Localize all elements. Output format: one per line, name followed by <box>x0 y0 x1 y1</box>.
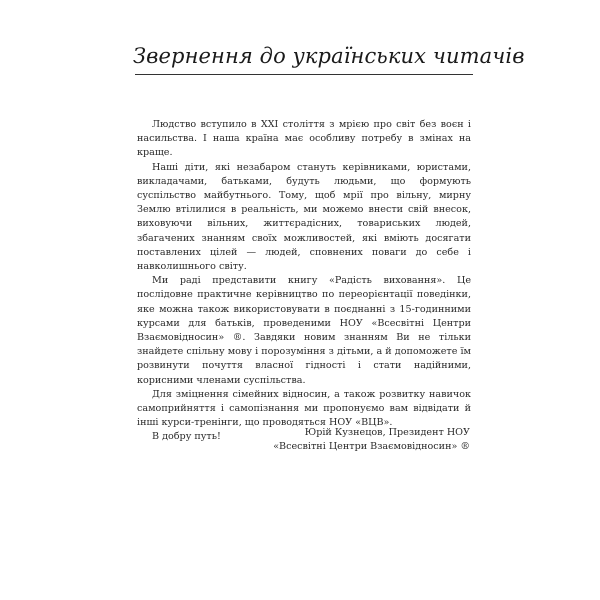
paragraph: Для зміцнення сімейних відносин, а також розвитку навичок самоприйняття і самопізнання ми пропонуємо вам відвідати й інші курси-тренінги, що проводяться НОУ «ВЦВ». <box>137 388 471 429</box>
page-title: Звернення до українських читачів <box>133 44 525 68</box>
signature-author: Юрій Кузнецов, Президент НОУ <box>304 427 470 438</box>
paragraph: Людство вступило в XXI століття з мрією про світ без воєн і насильства. І наша країна має особливу потребу в змінах на краще. <box>137 119 471 159</box>
paragraph: В добру путь! <box>152 431 221 443</box>
paragraph: Наші діти, які незабаром стануть керівниками, юристами, викладачами, батьками, будуть людьми, що формують суспільство майбутнього. Тому, щоб мрії про вільну, мирну Землю втілилися в реальність, ми можемо внести свій внесок, виховуючи вільних, життєрадісних, товариських людей, збагачених знанням своїх можливостей, які вміють досягати поставлених цілей — людей, сповнених поваги до себе і навколишнього світу. <box>137 161 471 273</box>
title-underline <box>135 74 473 75</box>
signature <box>273 426 470 454</box>
letter-body <box>137 118 471 445</box>
paragraph: Ми раді представити книгу «Радість виховання». Це послідовне практичне керівництво по переорієнтації поведінки, яке можна також використовувати в поєднанні з 15-годинними курсами для батьків, проведеними НОУ «Всесвітні Центри Взаємовідносин» ®. Завдяки новим знанням Ви не тільки знайдете спільну мову і порозуміння з дітьми, а й допоможете їм розвинути почуття власної гідності і стати надійними, корисними членами суспільства. <box>137 275 471 386</box>
signature-organization: «Всесвітні Центри Взаємовідносин» ® <box>273 441 470 453</box>
